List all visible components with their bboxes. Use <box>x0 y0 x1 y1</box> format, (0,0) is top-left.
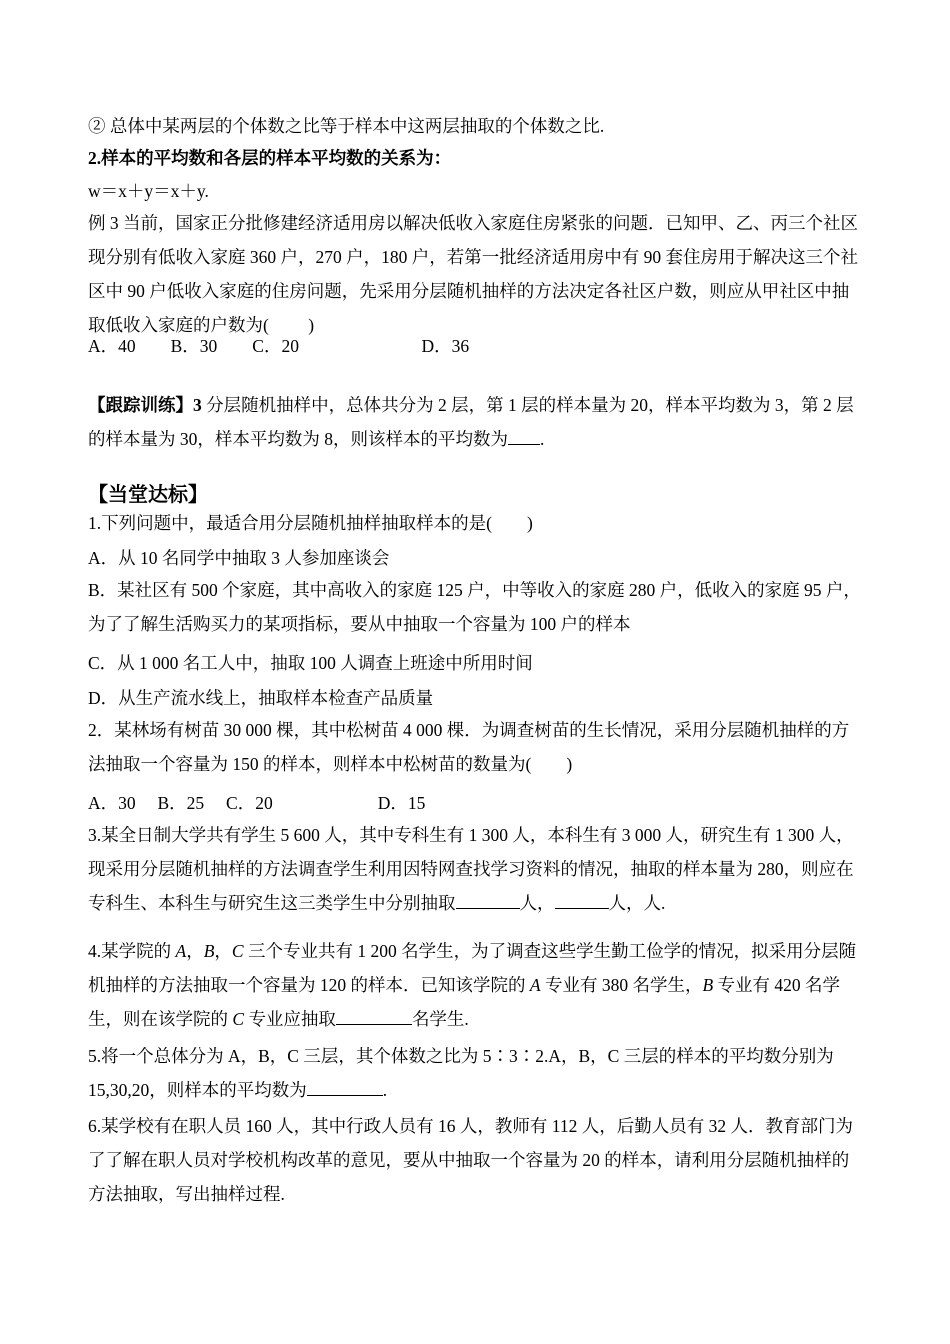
q4-var-a: A <box>175 941 187 961</box>
q4-text-1: 4.某学院的 <box>88 941 176 961</box>
q3-blank-2 <box>555 892 609 909</box>
q1-option-b: B．某社区有 500 个家庭，其中高收入的家庭 125 户，中等收入的家庭 280 户，低收入的家庭 95 户，为了了解生活购买力的某项指标，要从中抽取一个容量为 100 户的样本 <box>88 580 861 634</box>
q4-text-4: 专业有 420 名学生，则在该学院的 <box>88 975 841 1029</box>
q2-options: A．30 B．25 C．20 D．15 <box>88 793 426 813</box>
q1-option-d: D．从生产流水线上，抽取样本检查产品质量 <box>88 688 434 708</box>
q5-end: . <box>382 1080 388 1100</box>
relation-heading: 2.样本的平均数和各层的样本平均数的关系为： <box>88 148 452 168</box>
mean-formula: w＝x＋y＝x＋y. <box>88 181 209 201</box>
q4-var-c-2: C <box>232 1009 245 1029</box>
answer-blank <box>508 428 540 445</box>
q3 <box>88 818 864 920</box>
q4-var-a-2: A <box>529 975 541 995</box>
example-3-options: A．40 B．30 C．20 D．36 <box>88 336 470 356</box>
q6: 6.某学校有在职人员 160 人，其中行政人员有 16 人，教师有 112 人，后勤人员有 32 人．教育部门为了了解在职人员对学校机构改革的意见，要从中抽取一个容量为 20 的样本，请利用分层随机抽样的方法抽取，写出抽样过程. <box>88 1116 853 1204</box>
tracking-exercise-3 <box>88 388 864 456</box>
q5 <box>88 1039 864 1107</box>
q4-var-c: C <box>231 941 244 961</box>
q4-comma-2: ， <box>214 941 232 961</box>
tracking-text: 分层随机抽样中，总体共分为 2 层，第 1 层的样本量为 20，样本平均数为 3，第 2 层的样本量为 30，样本平均数为 8，则该样本的平均数为 <box>88 395 854 449</box>
q4-var-b: B <box>203 941 215 961</box>
property-2-text: ② 总体中某两层的个体数之比等于样本中这两层抽取的个体数之比. <box>88 116 605 136</box>
q3-text: 3.某全日制大学共有学生 5 600 人，其中专科生有 1 300 人，本科生有 3 000 人，研究生有 1 300 人，现采用分层随机抽样的方法调查学生利用因特网查找学习资料的情况，抽取的样本量为 280，则应在专科生、本科生与研究生这三类学生中分别抽取 <box>88 825 854 913</box>
q3-unit-1: 人， <box>519 893 555 913</box>
q4-text-2: 三个专业共有 1 200 名学生，为了调查这些学生勤工俭学的情况，拟采用分层随机抽样的方法抽取一个容量为 120 的样本．已知该学院的 <box>88 941 857 995</box>
q3-blank-1 <box>456 892 520 909</box>
q4-comma-1: ， <box>186 941 204 961</box>
q4-blank <box>336 1008 412 1025</box>
q4-text-5: 专业应抽取 <box>244 1009 336 1029</box>
q5-text: 5.将一个总体分为 A，B，C 三层，其个体数之比为 5∶3∶2.A，B，C 三层的样本的平均数分别为 15,30,20，则样本的平均数为 <box>88 1046 834 1100</box>
q2-stem: 2．某林场有树苗 30 000 棵，其中松树苗 4 000 棵．为调查树苗的生长情况，采用分层随机抽样的方法抽取一个容量为 150 的样本，则样本中松树苗的数量为( ) <box>88 720 850 774</box>
q1-stem: 1.下列问题中，最适合用分层随机抽样抽取样本的是( ) <box>88 513 533 533</box>
q4-var-b-2: B <box>702 975 714 995</box>
q4-text-3: 专业有 380 名学生， <box>540 975 703 995</box>
example-3-text: 例 3 当前，国家正分批修建经济适用房以解决低收入家庭住房紧张的问题．已知甲、乙、丙三个社区现分别有低收入家庭 360 户，270 户，180 户，若第一批经济适用房中有 90 套住房用于解决这三个社区中 90 户低收入家庭的住房问题，先采用分层随机抽样的方法决定各社区户数，则应从甲社区中抽取低收入家庭的户数为( ) <box>88 213 858 335</box>
tracking-end: . <box>540 429 545 449</box>
section-title: 【当堂达标】 <box>88 484 208 506</box>
tracking-label: 【跟踪训练】3 <box>88 395 202 415</box>
q1-option-a: A．从 10 名同学中抽取 3 人参加座谈会 <box>88 548 390 568</box>
q3-unit-2: 人， <box>608 893 644 913</box>
q4-text-6: 名学生. <box>411 1009 469 1029</box>
example-3 <box>88 206 864 342</box>
q3-unit-3: 人. <box>643 893 666 913</box>
q1-option-c: C．从 1 000 名工人中，抽取 100 人调查上班途中所用时间 <box>88 653 533 673</box>
q4 <box>88 934 864 1036</box>
q5-blank <box>307 1079 383 1096</box>
